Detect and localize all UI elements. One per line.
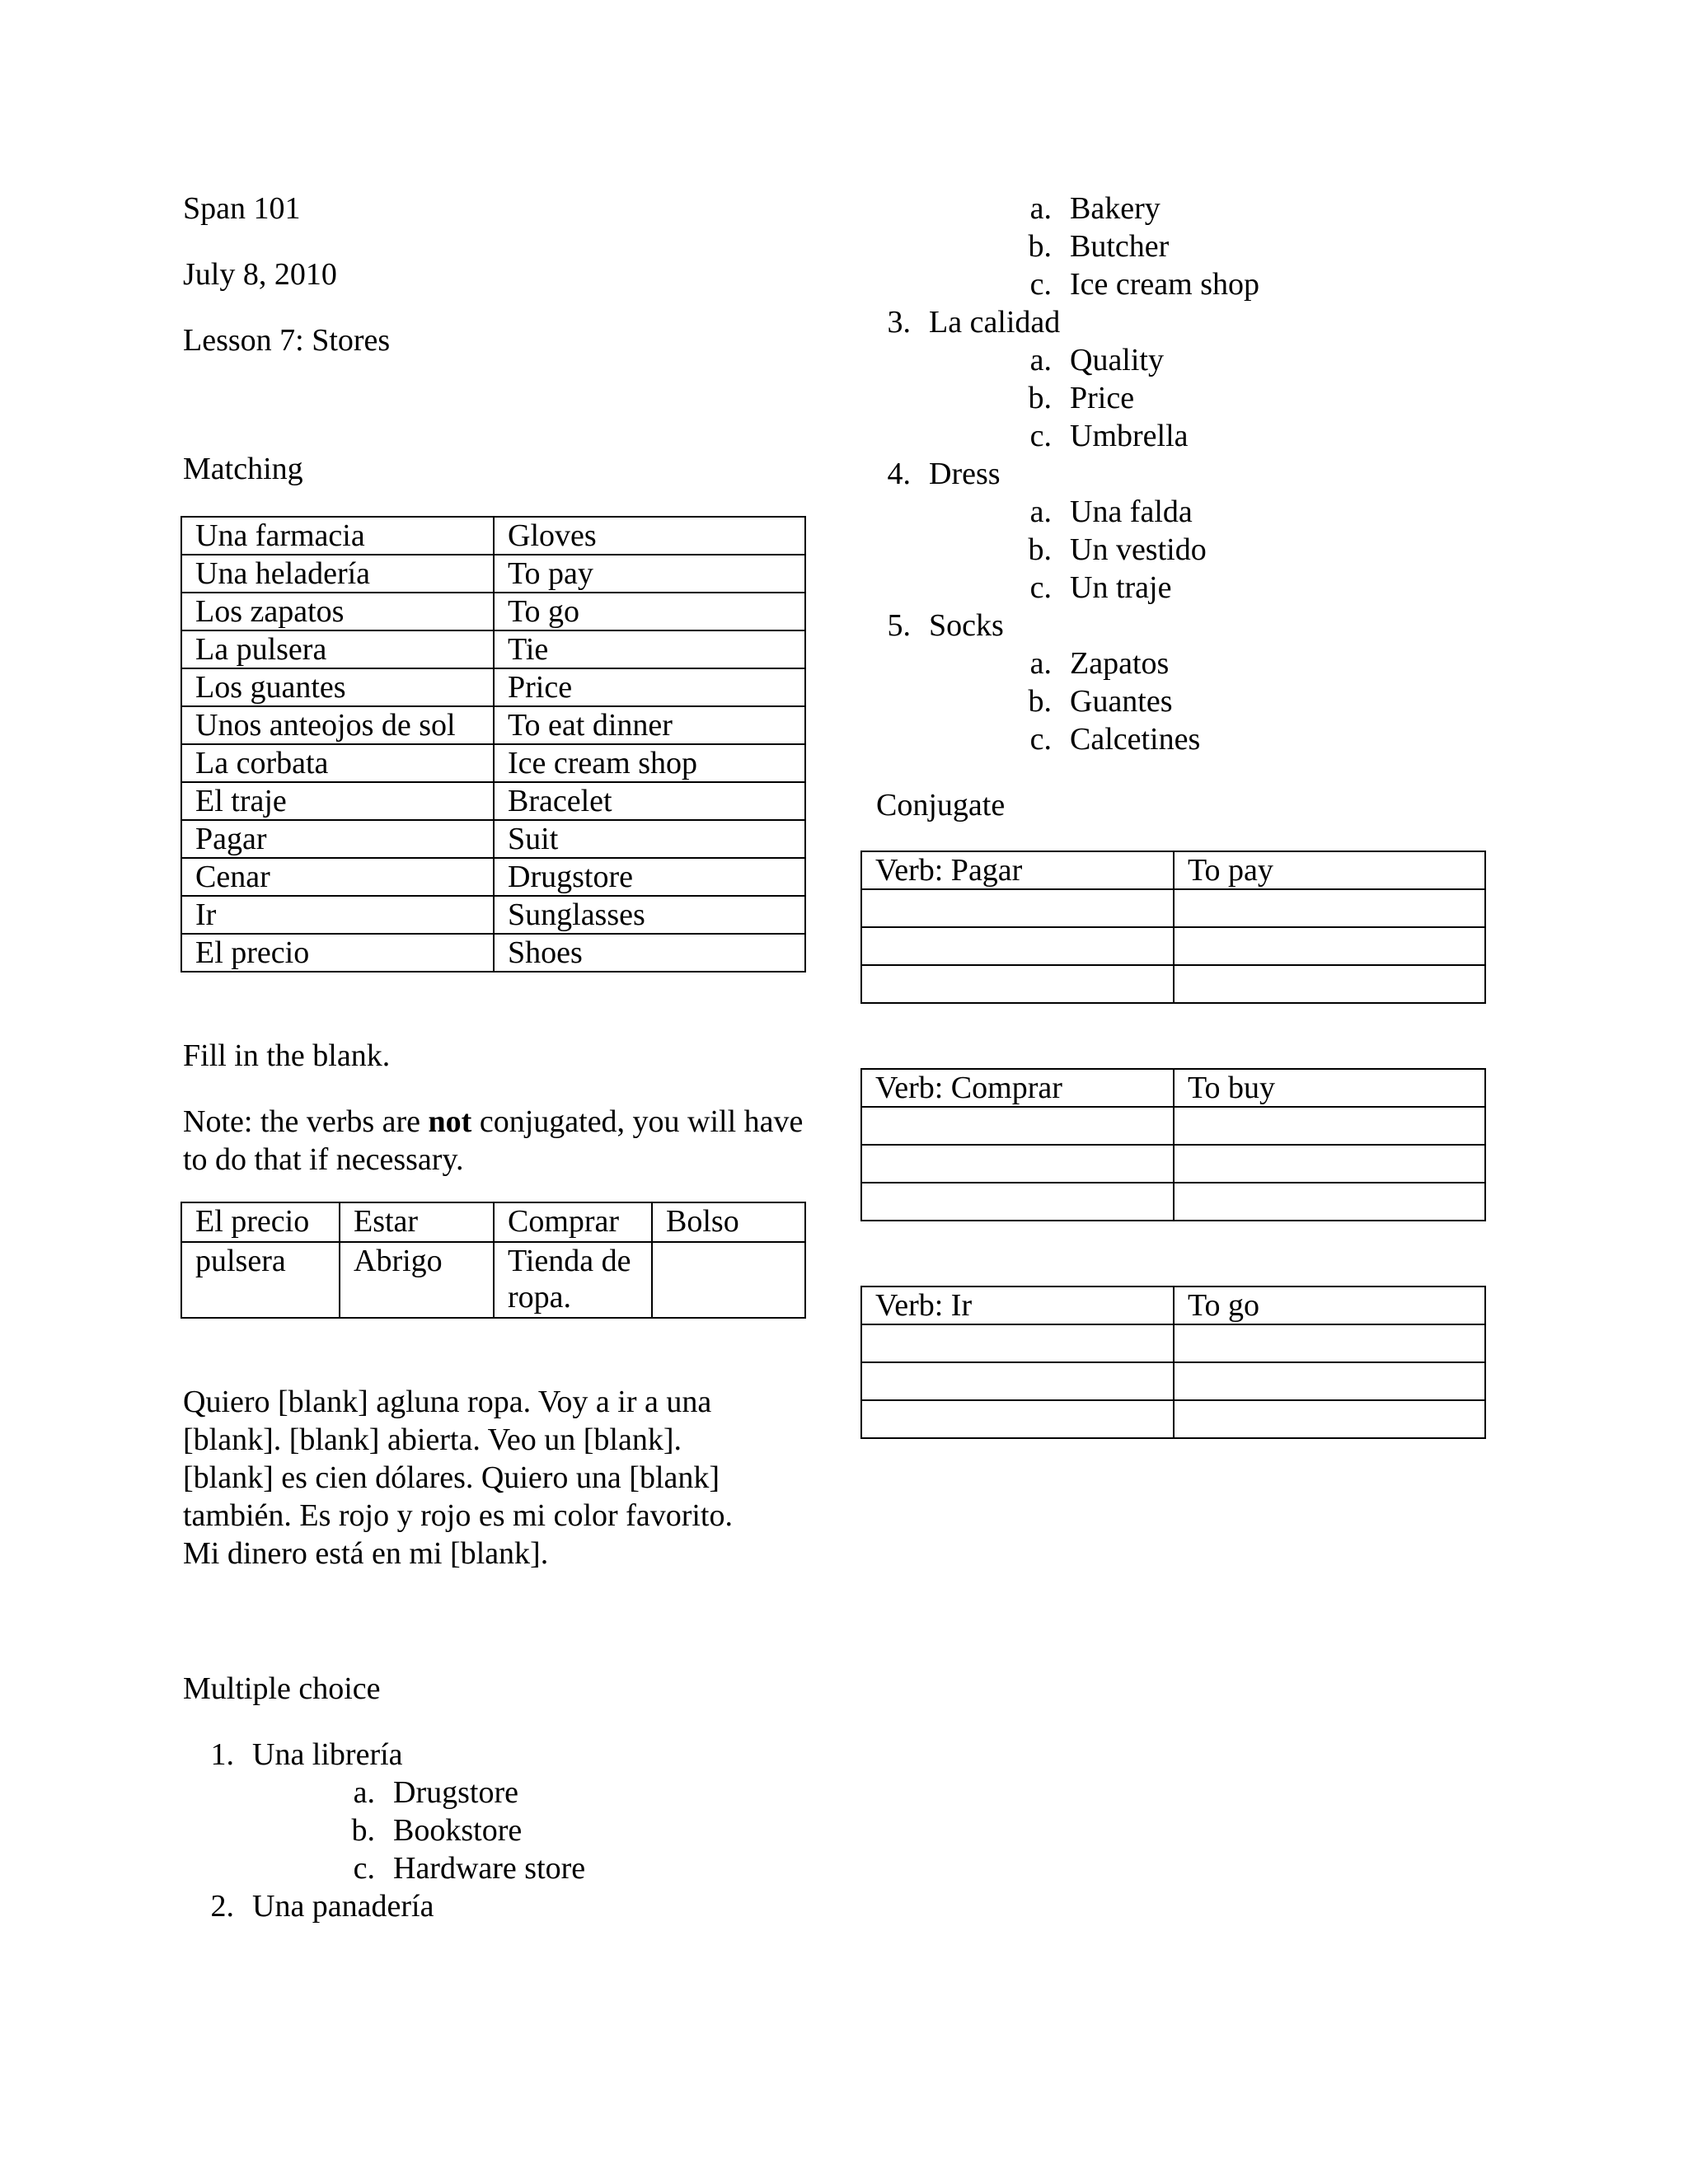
- table-row: [861, 851, 1485, 889]
- blank-cell[interactable]: [861, 927, 1174, 965]
- fill-blank-paragraph: Quiero [blank] agluna ropa. Voy a ir a una [blank]. [blank] abierta. Veo un [blank]. [blank] es cien dólares. Quiero una [blank] también. Es rojo y rojo es mi color favorito. Mi dinero está en mi [blank].: [183, 1385, 733, 1571]
- question-number: 2.: [210, 1889, 234, 1924]
- table-row: [861, 889, 1485, 927]
- table-row: [181, 706, 805, 744]
- conjugation-table-ir: [860, 1286, 1486, 1439]
- option-letter: c.: [1029, 267, 1052, 302]
- table-row: [861, 927, 1485, 965]
- option-text: Butcher: [1070, 229, 1170, 264]
- table-row: [181, 555, 805, 593]
- option-letter: a.: [1029, 494, 1052, 529]
- option-item: [876, 531, 1503, 569]
- table-row: [861, 1362, 1485, 1400]
- fill-blank-heading: Fill in the blank.: [183, 1038, 391, 1073]
- table-row: [181, 858, 805, 896]
- table-row: [861, 1107, 1485, 1145]
- table-row: [861, 1145, 1485, 1183]
- option-text: Drugstore: [393, 1775, 518, 1810]
- right-column: [876, 190, 1503, 1439]
- matching-heading: Matching: [183, 452, 303, 486]
- option-letter: a.: [1029, 646, 1052, 681]
- option-letter: c.: [1029, 570, 1052, 605]
- word-bank-cell: Abrigo: [340, 1242, 494, 1318]
- option-item: [183, 1849, 809, 1887]
- option-text: Un vestido: [1070, 532, 1207, 567]
- left-column: [183, 190, 809, 1925]
- option-item: [876, 227, 1503, 265]
- option-letter: c.: [353, 1851, 375, 1886]
- option-letter: b.: [351, 1813, 375, 1848]
- matching-spanish-cell: Cenar: [181, 858, 494, 896]
- blank-cell[interactable]: [861, 1400, 1174, 1438]
- blank-cell[interactable]: [1174, 1183, 1485, 1221]
- table-row: [181, 782, 805, 820]
- table-row: [181, 630, 805, 668]
- blank-cell[interactable]: [1174, 927, 1485, 965]
- option-item: [183, 1774, 809, 1811]
- option-item: [876, 644, 1503, 682]
- word-bank-cell: Bolso: [652, 1202, 805, 1242]
- option-item: [876, 190, 1503, 227]
- table-row: [181, 934, 805, 972]
- question-item: [183, 1887, 809, 1925]
- table-row: [181, 593, 805, 630]
- matching-spanish-cell: Unos anteojos de sol: [181, 706, 494, 744]
- note-emphasis: not: [428, 1104, 472, 1139]
- date-line: July 8, 2010: [183, 257, 337, 292]
- option-item: [876, 493, 1503, 531]
- matching-english-cell: Sunglasses: [494, 896, 805, 934]
- blank-cell[interactable]: [1174, 1145, 1485, 1183]
- matching-english-cell: Shoes: [494, 934, 805, 972]
- option-letter: b.: [1028, 381, 1052, 415]
- option-text: Guantes: [1070, 684, 1173, 719]
- blank-cell[interactable]: [1174, 965, 1485, 1003]
- lesson-title: Lesson 7: Stores: [183, 323, 391, 358]
- table-row: [181, 1202, 805, 1242]
- question-item: [860, 303, 1503, 341]
- matching-spanish-cell: El traje: [181, 782, 494, 820]
- matching-spanish-cell: Una heladería: [181, 555, 494, 593]
- option-letter: c.: [1029, 419, 1052, 453]
- blank-cell[interactable]: [861, 1183, 1174, 1221]
- blank-cell[interactable]: [1174, 889, 1485, 927]
- table-row: [861, 1069, 1485, 1107]
- matching-english-cell: To go: [494, 593, 805, 630]
- blank-cell[interactable]: [861, 1107, 1174, 1145]
- option-letter: b.: [1028, 229, 1052, 264]
- matching-spanish-cell: Los zapatos: [181, 593, 494, 630]
- blank-cell[interactable]: [1174, 1324, 1485, 1362]
- note-prefix: Note: the verbs are: [183, 1104, 429, 1139]
- matching-english-cell: Suit: [494, 820, 805, 858]
- option-item: [876, 379, 1503, 417]
- matching-english-cell: Gloves: [494, 517, 805, 555]
- option-text: Una falda: [1070, 494, 1193, 529]
- option-letter: a.: [1029, 191, 1052, 226]
- option-text: Calcetines: [1070, 722, 1201, 757]
- table-row: [181, 744, 805, 782]
- option-text: Zapatos: [1070, 646, 1170, 681]
- matching-spanish-cell: El precio: [181, 934, 494, 972]
- blank-cell[interactable]: [1174, 1362, 1485, 1400]
- word-bank-cell: Tienda de ropa.: [494, 1242, 652, 1318]
- verb-cell: Verb: Pagar: [861, 851, 1174, 889]
- table-row: [181, 517, 805, 555]
- blank-cell[interactable]: [861, 965, 1174, 1003]
- option-item: [876, 682, 1503, 720]
- table-row: [181, 668, 805, 706]
- option-letter: a.: [353, 1775, 375, 1810]
- matching-spanish-cell: Ir: [181, 896, 494, 934]
- question-number: 5.: [887, 608, 911, 643]
- matching-english-cell: Drugstore: [494, 858, 805, 896]
- blank-cell[interactable]: [861, 1145, 1174, 1183]
- table-row: [861, 1286, 1485, 1324]
- question-text: La calidad: [929, 305, 1061, 340]
- matching-spanish-cell: La pulsera: [181, 630, 494, 668]
- matching-english-cell: Ice cream shop: [494, 744, 805, 782]
- question-number: 4.: [887, 457, 911, 491]
- question-item: [183, 1736, 809, 1774]
- word-bank-cell: Estar: [340, 1202, 494, 1242]
- table-row: [181, 1242, 805, 1318]
- table-row: [861, 1183, 1485, 1221]
- matching-english-cell: Tie: [494, 630, 805, 668]
- note-suffix: conjugated, you will have to do that if necessary.: [183, 1104, 804, 1177]
- question-text: Una librería: [252, 1737, 403, 1772]
- table-row: [861, 1400, 1485, 1438]
- blank-cell[interactable]: [1174, 1400, 1485, 1438]
- word-bank-table: [181, 1202, 806, 1319]
- option-text: Hardware store: [393, 1851, 586, 1886]
- table-row: [181, 896, 805, 934]
- verb-cell: Verb: Comprar: [861, 1069, 1174, 1107]
- meaning-cell: To go: [1174, 1286, 1485, 1324]
- question-text: Una panadería: [252, 1889, 434, 1924]
- matching-english-cell: To eat dinner: [494, 706, 805, 744]
- table-row: [861, 965, 1485, 1003]
- blank-cell[interactable]: [861, 1324, 1174, 1362]
- option-letter: b.: [1028, 532, 1052, 567]
- option-letter: a.: [1029, 343, 1052, 377]
- option-text: Ice cream shop: [1070, 267, 1259, 302]
- matching-spanish-cell: Los guantes: [181, 668, 494, 706]
- question-number: 3.: [887, 305, 911, 340]
- question-item: [860, 455, 1503, 493]
- option-text: Bookstore: [393, 1813, 523, 1848]
- blank-cell[interactable]: [1174, 1107, 1485, 1145]
- question-number: 1.: [210, 1737, 234, 1772]
- conjugate-heading: Conjugate: [876, 788, 1006, 823]
- question-list: [183, 1736, 809, 1925]
- option-text: Bakery: [1070, 191, 1160, 226]
- question-text: Dress: [929, 457, 1001, 491]
- meaning-cell: To buy: [1174, 1069, 1485, 1107]
- option-item: [876, 569, 1503, 607]
- word-bank-cell: El precio: [181, 1202, 340, 1242]
- matching-spanish-cell: Una farmacia: [181, 517, 494, 555]
- option-text: Umbrella: [1070, 419, 1189, 453]
- conjugation-table-pagar: [860, 851, 1486, 1004]
- option-item: [183, 1811, 809, 1849]
- blank-cell[interactable]: [861, 1362, 1174, 1400]
- option-letter: b.: [1028, 684, 1052, 719]
- matching-english-cell: Price: [494, 668, 805, 706]
- option-item: [876, 720, 1503, 758]
- option-item: [876, 265, 1503, 303]
- option-text: Un traje: [1070, 570, 1172, 605]
- conjugation-table-comprar: [860, 1068, 1486, 1221]
- table-row: [181, 820, 805, 858]
- multiple-choice-heading: Multiple choice: [183, 1671, 381, 1706]
- matching-spanish-cell: La corbata: [181, 744, 494, 782]
- word-bank-cell: Comprar: [494, 1202, 652, 1242]
- word-bank-cell: [652, 1242, 805, 1318]
- blank-cell[interactable]: [861, 889, 1174, 927]
- matching-table: [181, 516, 806, 972]
- option-letter: c.: [1029, 722, 1052, 757]
- matching-english-cell: Bracelet: [494, 782, 805, 820]
- option-item: [876, 417, 1503, 455]
- fill-blank-note: [183, 1103, 809, 1179]
- meaning-cell: To pay: [1174, 851, 1485, 889]
- option-text: Price: [1070, 381, 1135, 415]
- matching-spanish-cell: Pagar: [181, 820, 494, 858]
- word-bank-cell: pulsera: [181, 1242, 340, 1318]
- option-text: Quality: [1070, 343, 1164, 377]
- option-item: [876, 341, 1503, 379]
- matching-english-cell: To pay: [494, 555, 805, 593]
- question-item: [860, 607, 1503, 644]
- table-row: [861, 1324, 1485, 1362]
- verb-cell: Verb: Ir: [861, 1286, 1174, 1324]
- course-title: Span 101: [183, 191, 301, 226]
- question-text: Socks: [929, 608, 1004, 643]
